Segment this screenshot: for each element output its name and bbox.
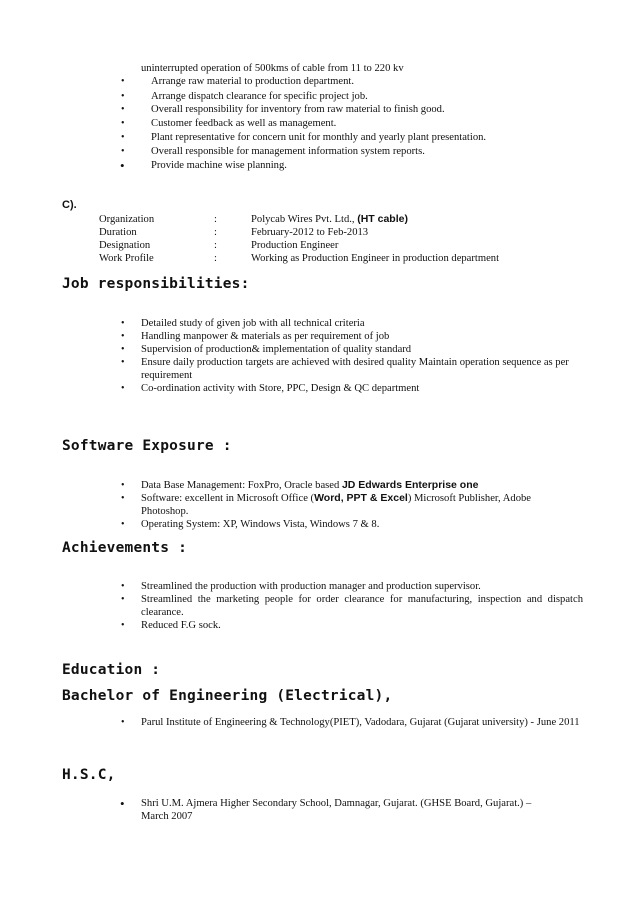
list-item: Data Base Management: FoxPro, Oracle based JD Edwards Enterprise one [141, 479, 479, 491]
degree-item: Parul Institute of Engineering & Technology(PIET), Vadodara, Gujarat (Gujarat university) - June 2011 [141, 717, 580, 728]
list-item: Co-ordination activity with Store, PPC, Design & QC department [141, 383, 420, 394]
degree-heading: Bachelor of Engineering (Electrical), [62, 688, 393, 704]
bullet-icon: • [121, 480, 125, 491]
detail-separator: : [214, 253, 217, 264]
bullet-icon: • [121, 519, 125, 530]
continuation-text: uninterrupted operation of 500kms of cable from 11 to 220 kv [141, 63, 404, 74]
list-item: Ensure daily production targets are achieved with desired quality Maintain operation sequence as per requirement [141, 357, 569, 381]
bullet-icon: • [121, 383, 125, 394]
list-item: Software: excellent in Microsoft Office (Word, PPT & Excel) Microsoft Publisher, Adobe Photoshop. [141, 492, 531, 517]
detail-key: Work Profile [99, 253, 154, 264]
list-item: Streamlined the production with production manager and production supervisor. [141, 581, 481, 592]
list-item: Detailed study of given job with all technical criteria [141, 318, 365, 329]
bullet-icon: • [120, 796, 125, 811]
section-heading-software: Software Exposure : [62, 438, 232, 454]
detail-key: Designation [99, 240, 151, 251]
bullet-icon: • [121, 146, 125, 157]
detail-value: February-2012 to Feb-2013 [251, 227, 369, 238]
list-item: Overall responsibility for inventory from raw material to finish good. [151, 104, 445, 115]
bullet-icon: • [121, 717, 125, 728]
detail-separator: : [214, 240, 217, 251]
list-item: Streamlined the marketing people for order clearance for manufacturing, inspection and dispatch clearance. [141, 594, 583, 618]
bullet-icon: • [121, 357, 125, 368]
hsc-item: Shri U.M. Ajmera Higher Secondary School, Damnagar, Gujarat. (GHSE Board, Gujarat.) – March 2007 [141, 798, 532, 822]
bullet-icon: • [121, 104, 125, 115]
detail-value: Working as Production Engineer in production department [251, 253, 500, 264]
detail-separator: : [214, 227, 217, 238]
section-heading-education: Education : [62, 662, 161, 678]
detail-value: Production Engineer [251, 240, 339, 251]
list-item: Provide machine wise planning. [151, 160, 287, 171]
bullet-icon: • [121, 118, 125, 129]
list-item: Arrange dispatch clearance for specific project job. [151, 91, 368, 102]
list-item: Handling manpower & materials as per requirement of job [141, 331, 390, 342]
list-item: Supervision of production& implementation of quality standard [141, 344, 412, 355]
bullet-icon: • [121, 331, 125, 342]
detail-key: Duration [99, 227, 137, 238]
detail-separator: : [214, 214, 217, 225]
bullet-icon: • [120, 158, 125, 173]
bullet-icon: • [121, 132, 125, 143]
detail-value: Polycab Wires Pvt. Ltd., (HT cable) [251, 213, 408, 225]
section-c-label: C). [62, 199, 77, 211]
list-item: Reduced F.G sock. [141, 620, 221, 631]
section-heading-job: Job responsibilities: [62, 276, 250, 292]
bullet-icon: • [121, 318, 125, 329]
bullet-icon: • [121, 493, 125, 504]
list-item: Arrange raw material to production department. [151, 76, 354, 87]
section-heading-achievements: Achievements : [62, 540, 188, 556]
list-item: Plant representative for concern unit for monthly and yearly plant presentation. [151, 132, 487, 143]
bullet-icon: • [121, 91, 125, 102]
bullet-icon: • [121, 581, 125, 592]
bullet-icon: • [121, 344, 125, 355]
list-item: Operating System: XP, Windows Vista, Windows 7 & 8. [141, 519, 380, 530]
bullet-icon: • [121, 594, 125, 605]
hsc-heading: H.S.C, [62, 767, 116, 783]
list-item: Overall responsible for management information system reports. [151, 146, 425, 157]
detail-key: Organization [99, 214, 155, 225]
bullet-icon: • [121, 76, 125, 87]
bullet-icon: • [121, 620, 125, 631]
list-item: Customer feedback as well as management. [151, 118, 337, 129]
